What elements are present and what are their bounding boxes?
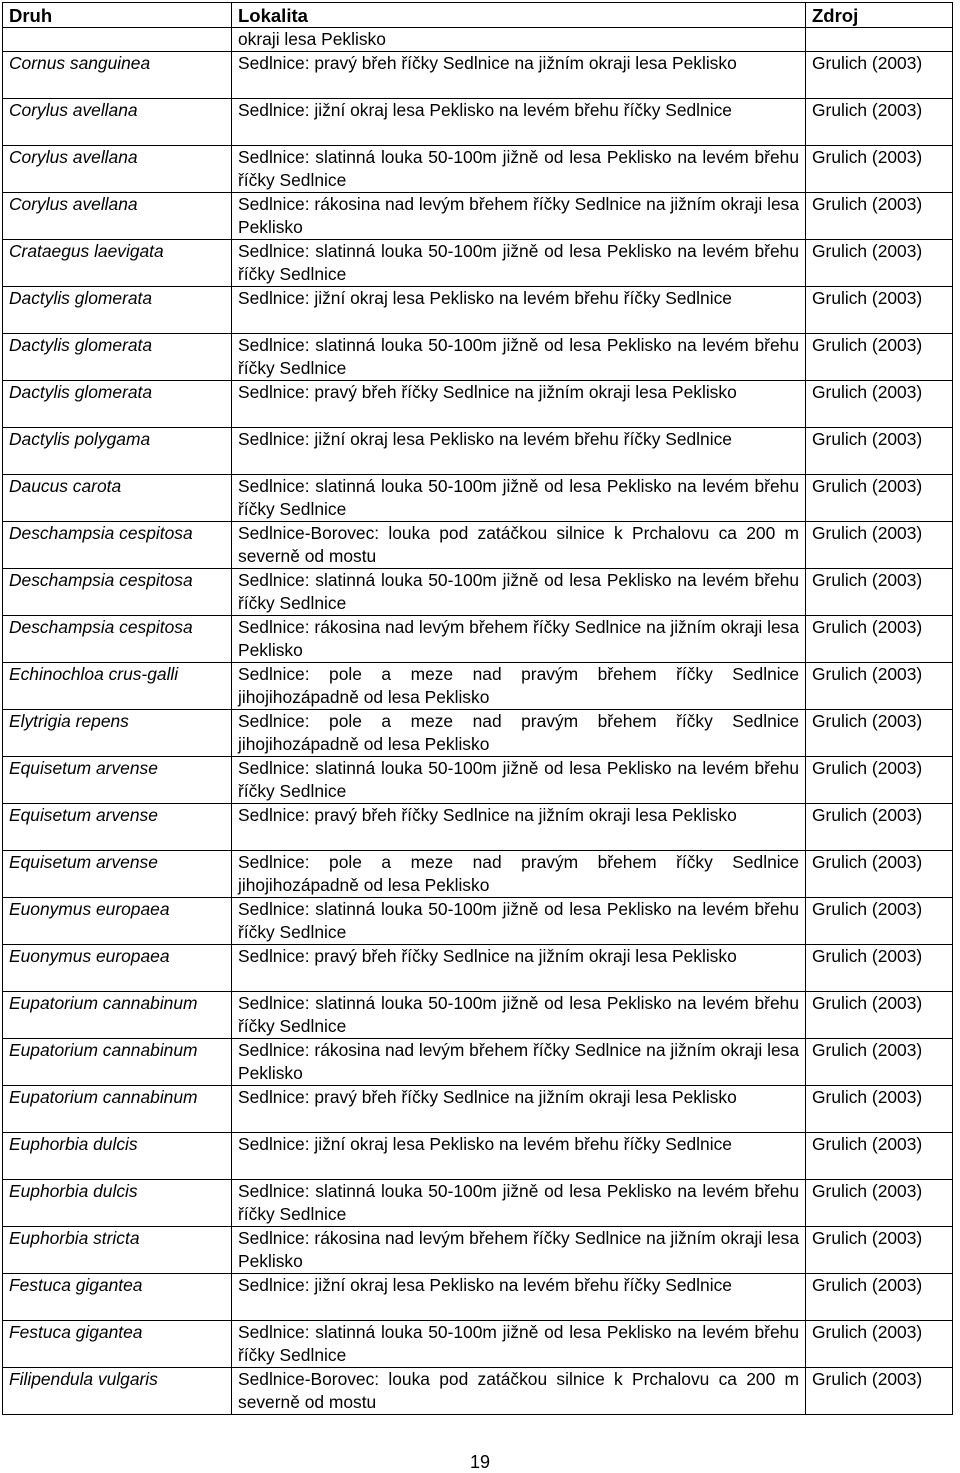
cell-lokalita: Sedlnice: jižní okraj lesa Peklisko na levém břehu říčky Sedlnice — [232, 428, 806, 475]
cell-lokalita: Sedlnice: jižní okraj lesa Peklisko na levém břehu říčky Sedlnice — [232, 99, 806, 146]
cell-zdroj: Grulich (2003) — [806, 1180, 953, 1227]
cell-zdroj — [806, 28, 953, 52]
cell-druh: Euonymus europaea — [3, 898, 232, 945]
cell-zdroj: Grulich (2003) — [806, 428, 953, 475]
header-lokalita: Lokalita — [232, 3, 806, 28]
cell-druh: Corylus avellana — [3, 99, 232, 146]
cell-zdroj: Grulich (2003) — [806, 287, 953, 334]
cell-lokalita: okraji lesa Peklisko — [232, 28, 806, 52]
cell-lokalita: Sedlnice: pravý břeh říčky Sedlnice na jižním okraji lesa Peklisko — [232, 945, 806, 992]
cell-druh: Euphorbia dulcis — [3, 1180, 232, 1227]
cell-druh: Crataegus laevigata — [3, 240, 232, 287]
cell-zdroj: Grulich (2003) — [806, 804, 953, 851]
cell-zdroj: Grulich (2003) — [806, 710, 953, 757]
table-row — [3, 1133, 953, 1180]
cell-lokalita: Sedlnice: slatinná louka 50-100m jižně od lesa Peklisko na levém břehu říčky Sedlnice — [232, 1180, 806, 1227]
cell-zdroj: Grulich (2003) — [806, 1368, 953, 1415]
table-row — [3, 710, 953, 757]
table-row — [3, 1227, 953, 1274]
cell-druh: Cornus sanguinea — [3, 52, 232, 99]
cell-lokalita: Sedlnice: pravý břeh říčky Sedlnice na jižním okraji lesa Peklisko — [232, 52, 806, 99]
table-row — [3, 522, 953, 569]
cell-druh: Equisetum arvense — [3, 757, 232, 804]
cell-lokalita: Sedlnice: rákosina nad levým břehem říčky Sedlnice na jižním okraji lesa Peklisko — [232, 616, 806, 663]
table-row — [3, 334, 953, 381]
table-row — [3, 146, 953, 193]
table-row — [3, 240, 953, 287]
cell-lokalita: Sedlnice: rákosina nad levým břehem říčky Sedlnice na jižním okraji lesa Peklisko — [232, 1227, 806, 1274]
cell-zdroj: Grulich (2003) — [806, 240, 953, 287]
cell-lokalita: Sedlnice: jižní okraj lesa Peklisko na levém břehu říčky Sedlnice — [232, 287, 806, 334]
cell-lokalita: Sedlnice: slatinná louka 50-100m jižně od lesa Peklisko na levém břehu říčky Sedlnice — [232, 992, 806, 1039]
species-table — [2, 2, 953, 1415]
cell-lokalita: Sedlnice: pravý břeh říčky Sedlnice na jižním okraji lesa Peklisko — [232, 1086, 806, 1133]
cell-zdroj: Grulich (2003) — [806, 99, 953, 146]
table-row — [3, 992, 953, 1039]
cell-druh: Eupatorium cannabinum — [3, 1039, 232, 1086]
cell-zdroj: Grulich (2003) — [806, 146, 953, 193]
cell-zdroj: Grulich (2003) — [806, 52, 953, 99]
cell-druh: Festuca gigantea — [3, 1321, 232, 1368]
cell-lokalita: Sedlnice: slatinná louka 50-100m jižně od lesa Peklisko na levém břehu říčky Sedlnice — [232, 146, 806, 193]
cell-zdroj: Grulich (2003) — [806, 1039, 953, 1086]
cell-zdroj: Grulich (2003) — [806, 1133, 953, 1180]
cell-lokalita: Sedlnice: slatinná louka 50-100m jižně od lesa Peklisko na levém břehu říčky Sedlnice — [232, 898, 806, 945]
table-row — [3, 1086, 953, 1133]
cell-druh: Festuca gigantea — [3, 1274, 232, 1321]
table-row — [3, 287, 953, 334]
cell-lokalita: Sedlnice-Borovec: louka pod zatáčkou silnice k Prchalovu ca 200 m severně od mostu — [232, 1368, 806, 1415]
cell-druh: Eupatorium cannabinum — [3, 992, 232, 1039]
table-row — [3, 616, 953, 663]
cell-zdroj: Grulich (2003) — [806, 334, 953, 381]
cell-lokalita: Sedlnice: slatinná louka 50-100m jižně od lesa Peklisko na levém břehu říčky Sedlnice — [232, 1321, 806, 1368]
cell-druh: Corylus avellana — [3, 193, 232, 240]
cell-druh: Filipendula vulgaris — [3, 1368, 232, 1415]
cell-lokalita: Sedlnice: slatinná louka 50-100m jižně od lesa Peklisko na levém břehu říčky Sedlnice — [232, 334, 806, 381]
cell-druh — [3, 28, 232, 52]
header-zdroj: Zdroj — [806, 3, 953, 28]
cell-lokalita: Sedlnice: pravý břeh říčky Sedlnice na jižním okraji lesa Peklisko — [232, 381, 806, 428]
table-row — [3, 99, 953, 146]
cell-zdroj: Grulich (2003) — [806, 475, 953, 522]
cell-zdroj: Grulich (2003) — [806, 898, 953, 945]
cell-lokalita: Sedlnice: rákosina nad levým břehem říčky Sedlnice na jižním okraji lesa Peklisko — [232, 1039, 806, 1086]
cell-druh: Equisetum arvense — [3, 804, 232, 851]
cell-zdroj: Grulich (2003) — [806, 945, 953, 992]
table-row — [3, 1368, 953, 1415]
table-row — [3, 52, 953, 99]
cell-zdroj: Grulich (2003) — [806, 1086, 953, 1133]
cell-lokalita: Sedlnice: jižní okraj lesa Peklisko na levém břehu říčky Sedlnice — [232, 1274, 806, 1321]
cell-druh: Elytrigia repens — [3, 710, 232, 757]
cell-zdroj: Grulich (2003) — [806, 1321, 953, 1368]
cell-druh: Euphorbia dulcis — [3, 1133, 232, 1180]
cell-druh: Daucus carota — [3, 475, 232, 522]
table-row — [3, 663, 953, 710]
cell-druh: Eupatorium cannabinum — [3, 1086, 232, 1133]
table-row-continued — [3, 28, 953, 52]
header-druh: Druh — [3, 3, 232, 28]
table-row — [3, 1274, 953, 1321]
table-row — [3, 1180, 953, 1227]
table-row — [3, 898, 953, 945]
cell-zdroj: Grulich (2003) — [806, 757, 953, 804]
table-row — [3, 1321, 953, 1368]
cell-druh: Dactylis glomerata — [3, 334, 232, 381]
cell-zdroj: Grulich (2003) — [806, 193, 953, 240]
cell-lokalita: Sedlnice: jižní okraj lesa Peklisko na levém břehu říčky Sedlnice — [232, 1133, 806, 1180]
cell-lokalita: Sedlnice: slatinná louka 50-100m jižně od lesa Peklisko na levém břehu říčky Sedlnice — [232, 757, 806, 804]
cell-zdroj: Grulich (2003) — [806, 663, 953, 710]
table-row — [3, 804, 953, 851]
cell-lokalita: Sedlnice: pravý břeh říčky Sedlnice na jižním okraji lesa Peklisko — [232, 804, 806, 851]
cell-zdroj: Grulich (2003) — [806, 522, 953, 569]
table-row — [3, 475, 953, 522]
table-row — [3, 1039, 953, 1086]
cell-lokalita: Sedlnice: pole a meze nad pravým břehem říčky Sedlnice jihojihozápadně od lesa Peklisko — [232, 851, 806, 898]
cell-lokalita: Sedlnice: slatinná louka 50-100m jižně od lesa Peklisko na levém břehu říčky Sedlnice — [232, 569, 806, 616]
cell-lokalita: Sedlnice: slatinná louka 50-100m jižně od lesa Peklisko na levém břehu říčky Sedlnice — [232, 475, 806, 522]
cell-zdroj: Grulich (2003) — [806, 1274, 953, 1321]
cell-druh: Dactylis glomerata — [3, 287, 232, 334]
table-row — [3, 193, 953, 240]
cell-druh: Equisetum arvense — [3, 851, 232, 898]
cell-zdroj: Grulich (2003) — [806, 616, 953, 663]
cell-druh: Corylus avellana — [3, 146, 232, 193]
cell-zdroj: Grulich (2003) — [806, 569, 953, 616]
table-row — [3, 945, 953, 992]
cell-druh: Euonymus europaea — [3, 945, 232, 992]
cell-lokalita: Sedlnice: pole a meze nad pravým břehem říčky Sedlnice jihojihozápadně od lesa Peklisko — [232, 710, 806, 757]
cell-lokalita: Sedlnice: pole a meze nad pravým břehem říčky Sedlnice jihojihozápadně od lesa Peklisko — [232, 663, 806, 710]
cell-zdroj: Grulich (2003) — [806, 851, 953, 898]
page-number: 19 — [469, 1452, 491, 1472]
cell-druh: Euphorbia stricta — [3, 1227, 232, 1274]
cell-druh: Deschampsia cespitosa — [3, 616, 232, 663]
cell-zdroj: Grulich (2003) — [806, 992, 953, 1039]
cell-zdroj: Grulich (2003) — [806, 1227, 953, 1274]
table-row — [3, 428, 953, 475]
cell-druh: Deschampsia cespitosa — [3, 522, 232, 569]
cell-druh: Echinochloa crus-galli — [3, 663, 232, 710]
table-row — [3, 757, 953, 804]
cell-druh: Dactylis glomerata — [3, 381, 232, 428]
cell-lokalita: Sedlnice: slatinná louka 50-100m jižně od lesa Peklisko na levém břehu říčky Sedlnice — [232, 240, 806, 287]
cell-lokalita: Sedlnice-Borovec: louka pod zatáčkou silnice k Prchalovu ca 200 m severně od mostu — [232, 522, 806, 569]
table-row — [3, 851, 953, 898]
table-row — [3, 569, 953, 616]
table-row — [3, 381, 953, 428]
cell-druh: Dactylis polygama — [3, 428, 232, 475]
header-row — [3, 3, 953, 28]
cell-druh: Deschampsia cespitosa — [3, 569, 232, 616]
cell-lokalita: Sedlnice: rákosina nad levým břehem říčky Sedlnice na jižním okraji lesa Peklisko — [232, 193, 806, 240]
cell-zdroj: Grulich (2003) — [806, 381, 953, 428]
